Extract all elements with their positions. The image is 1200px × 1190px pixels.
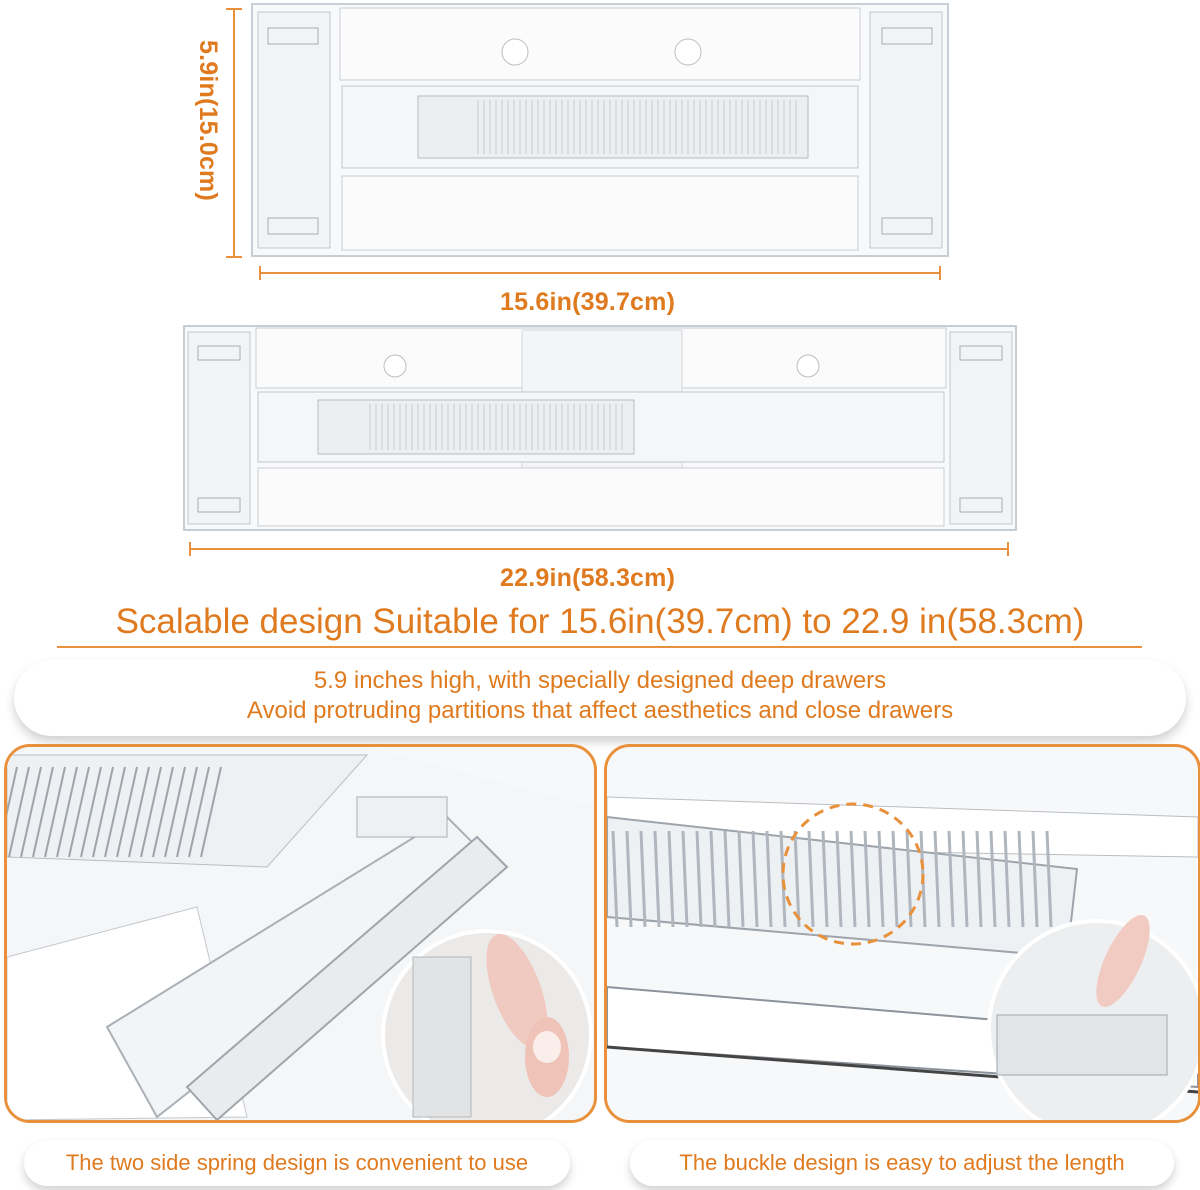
left-caption: The two side spring design is convenient to use bbox=[65, 1150, 529, 1175]
headline: Scalable design Suitable for 15.6in(39.7cm) to 22.9 in(58.3cm) bbox=[115, 602, 1085, 641]
closed-width-dimension-line bbox=[260, 272, 940, 274]
divider-closed-illustration bbox=[250, 0, 950, 262]
extended-width-cap-right bbox=[1007, 542, 1009, 556]
spring-detail-panel bbox=[4, 744, 597, 1123]
divider-extended-illustration bbox=[182, 322, 1018, 532]
height-dimension-line bbox=[233, 8, 235, 258]
height-dimension-cap-top bbox=[226, 8, 242, 10]
extended-width-label: 22.9in(58.3cm) bbox=[500, 564, 676, 592]
subtitle-line-2: Avoid protruding partitions that affect aesthetics and close drawers bbox=[246, 697, 954, 724]
height-dimension-cap-bottom bbox=[226, 256, 242, 258]
closed-width-cap-left bbox=[259, 266, 261, 280]
extended-width-dimension-line bbox=[190, 548, 1008, 550]
spring-detail-image bbox=[7, 747, 594, 1120]
height-dimension-label: 5.9in(15.0cm) bbox=[194, 40, 222, 202]
closed-width-label: 15.6in(39.7cm) bbox=[500, 288, 676, 316]
buckle-detail-panel bbox=[604, 744, 1200, 1123]
right-caption: The buckle design is easy to adjust the length bbox=[679, 1150, 1125, 1175]
buckle-detail-image bbox=[607, 747, 1198, 1120]
subtitle-line-1: 5.9 inches high, with specially designed deep drawers bbox=[313, 667, 887, 694]
closed-width-cap-right bbox=[939, 266, 941, 280]
extended-width-cap-left bbox=[189, 542, 191, 556]
headline-underline bbox=[57, 646, 1142, 648]
